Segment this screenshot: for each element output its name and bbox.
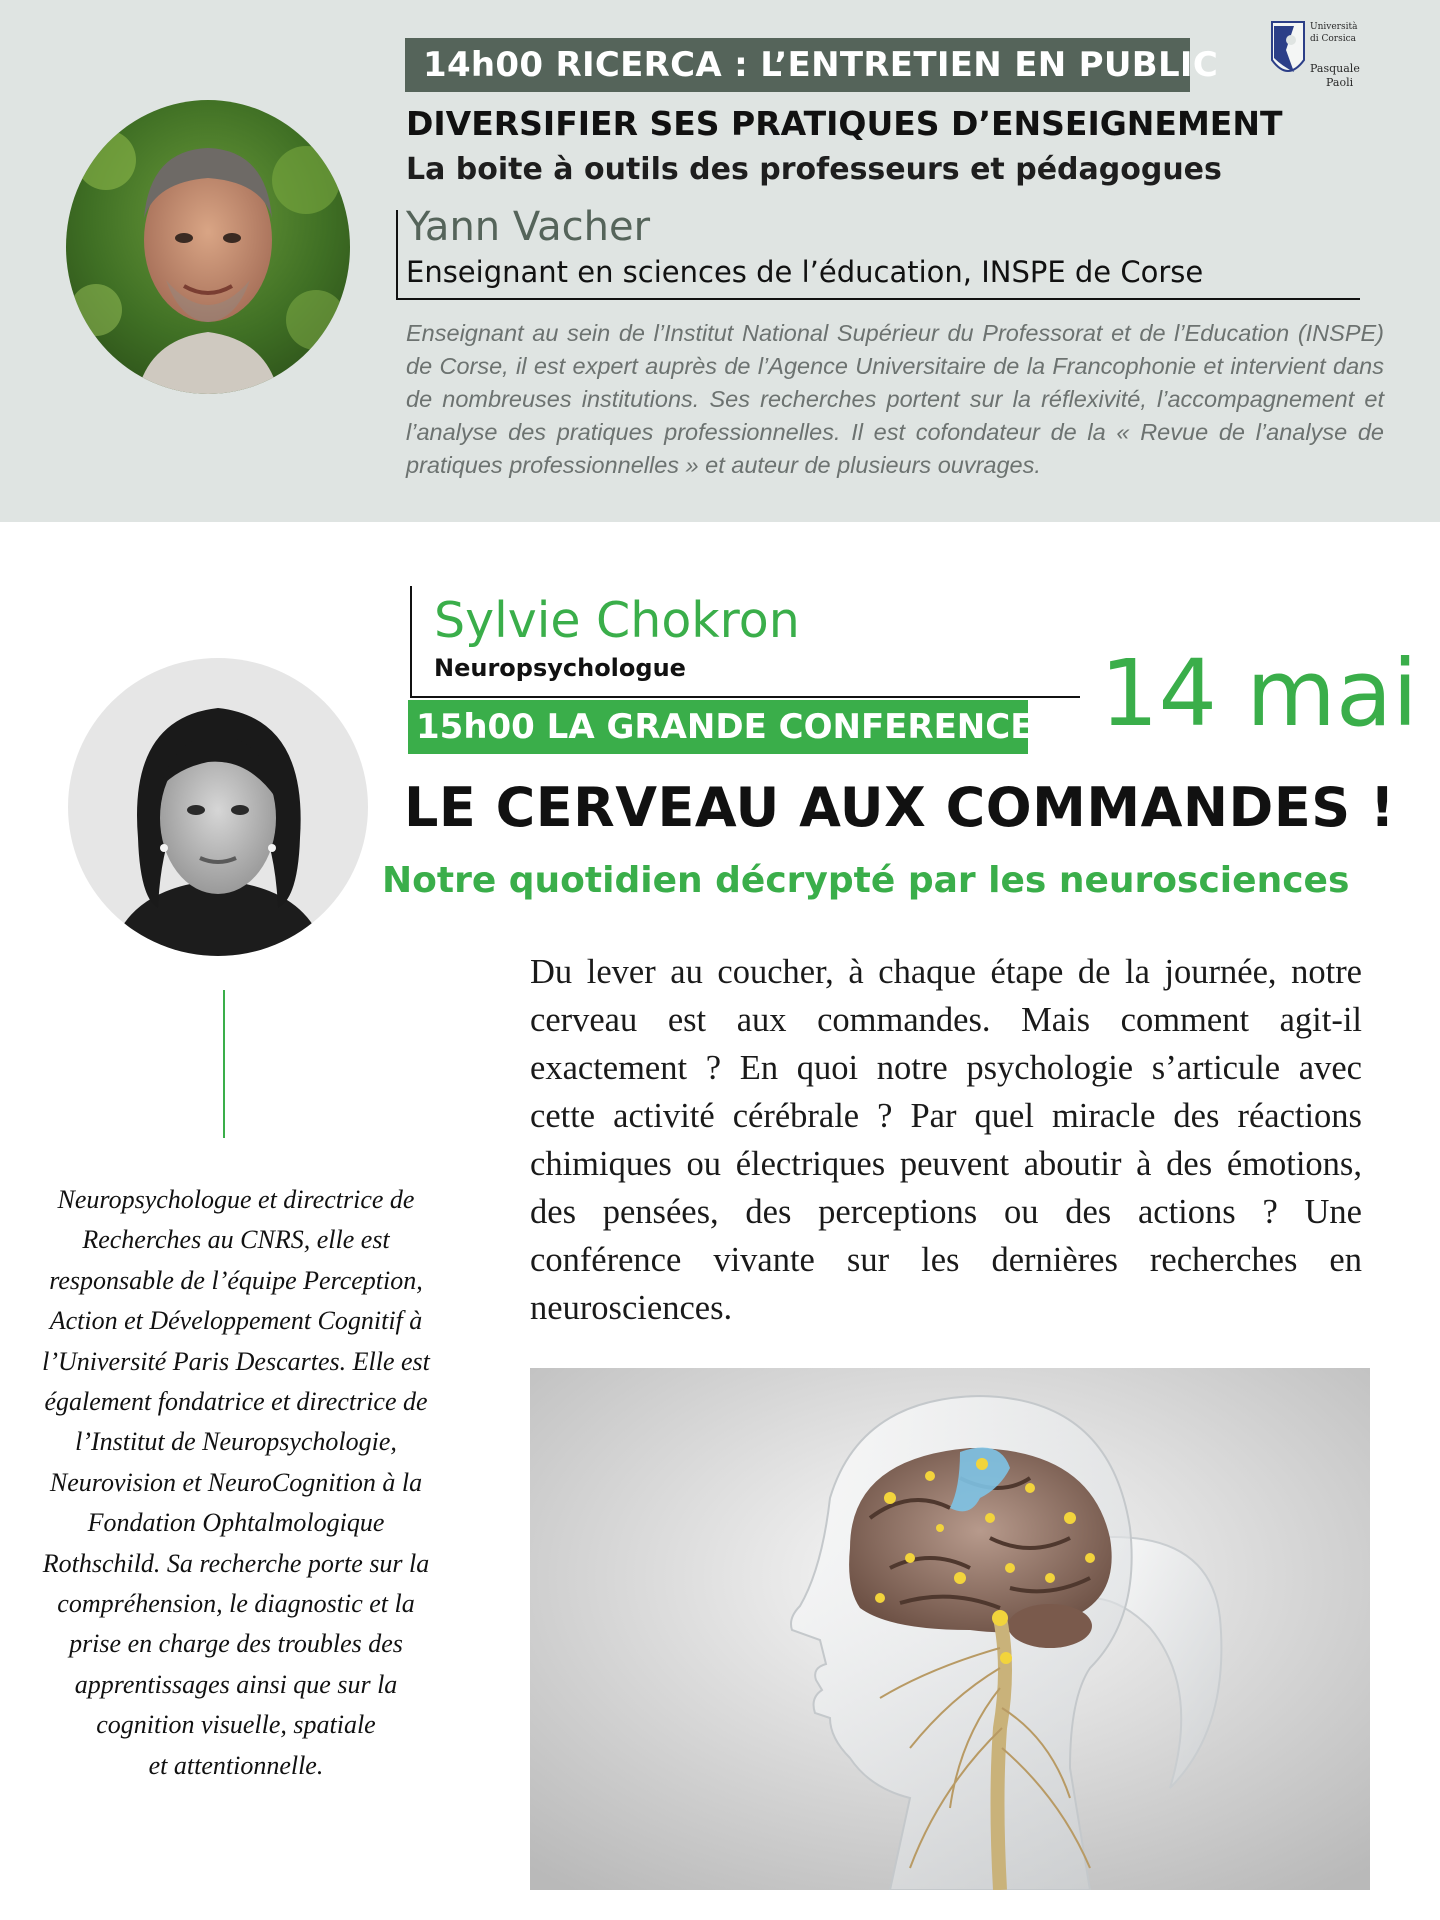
university-logo: [1268, 14, 1398, 88]
conference-banner: 15h00 LA GRANDE CONFERENCE: [408, 700, 1028, 754]
bio-line: Recherches au CNRS, elle est: [82, 1225, 390, 1255]
speaker1-role: Enseignant en sciences de l’éducation, INSPE de Corse: [406, 255, 1204, 289]
lecture-title: LE CERVEAU AUX COMMANDES !: [404, 776, 1396, 839]
conference-title: DIVERSIFIER SES PRATIQUES D’ENSEIGNEMENT: [406, 104, 1283, 143]
corsica-shield-icon: [1268, 20, 1308, 84]
ricerca-banner: 14h00 RICERCA : L’ENTRETIEN EN PUBLIC: [405, 38, 1190, 92]
speaker1-name: Yann Vacher: [406, 204, 651, 250]
speaker1-bio: Enseignant au sein de l’Institut National Supérieur du Professorat et de l’Education (INSPE) de Corse, il est expert auprès de l’Agence Universitaire de la Francophonie et intervient dans de nombreuses institutions. Ses recherches portent sur la réflexivité, l’accompagnement et l’analyse des pratiques professionnelles. Il est cofondateur de la « Revue de l’analyse de pratiques professionnelles » et auteur de plusieurs ouvrages.: [406, 320, 1384, 478]
lecture-description: Du lever au coucher, à chaque étape de la journée, notre cerveau est aux commandes. Mais comment agit-il exactement ? En quoi notre psychologie s’articule avec cette activité cérébrale ? Par quel miracle des réactions chimiques ou électriques peuvent aboutir à des émotions, des pensées, des perceptions ou des actions ? Une conférence vivante sur les dernières recherches en neurosciences.: [530, 953, 1362, 1327]
top-section: [0, 0, 1440, 522]
event-date: 14 mai: [1100, 640, 1418, 747]
logo-text-line2: di Corsica: [1310, 34, 1357, 44]
logo-text-line3: Pasquale: [1310, 62, 1360, 75]
bio-line: l’Institut de Neuropsychologie,: [75, 1427, 397, 1457]
bio-line: Action et Développement Cognitif à: [49, 1306, 423, 1336]
brain-illustration: [530, 1368, 1370, 1890]
bio-line: également fondatrice et directrice de: [44, 1387, 428, 1417]
speaker2-portrait: [68, 658, 368, 956]
bio-line: apprentissages ainsi que sur la: [74, 1669, 398, 1699]
speaker2-role: Neuropsychologue: [434, 654, 686, 682]
green-vertical-divider: [223, 990, 225, 1138]
bio-line: Neuropsychologue et directrice de: [57, 1185, 415, 1214]
bio-line: cognition visuelle, spatiale: [96, 1710, 376, 1740]
conference-subtitle: La boite à outils des professeurs et pédagogues: [406, 152, 1222, 187]
speaker1-portrait: [66, 100, 350, 394]
bio-line: Neurovision et NeuroCognition à la: [49, 1467, 423, 1497]
speaker2-name: Sylvie Chokron: [434, 592, 800, 649]
logo-text-line1: Università: [1310, 22, 1358, 32]
lecture-subtitle: Notre quotidien décrypté par les neurosciences: [382, 860, 1350, 901]
speaker2-bio: [30, 1180, 442, 1786]
bio-line: Rothschild. Sa recherche porte sur la: [42, 1548, 430, 1578]
bio-line: responsable de l’équipe Perception,: [49, 1265, 423, 1295]
bio-line: prise en charge des troubles des: [69, 1629, 403, 1659]
logo-text-line4: Paoli: [1326, 76, 1354, 89]
bio-line: et attentionnelle.: [148, 1750, 324, 1780]
bio-line: compréhension, le diagnostic et la: [57, 1589, 415, 1619]
bio-line: l’Université Paris Descartes. Elle est: [42, 1346, 430, 1376]
bio-line: Fondation Ophtalmologique: [87, 1508, 385, 1538]
